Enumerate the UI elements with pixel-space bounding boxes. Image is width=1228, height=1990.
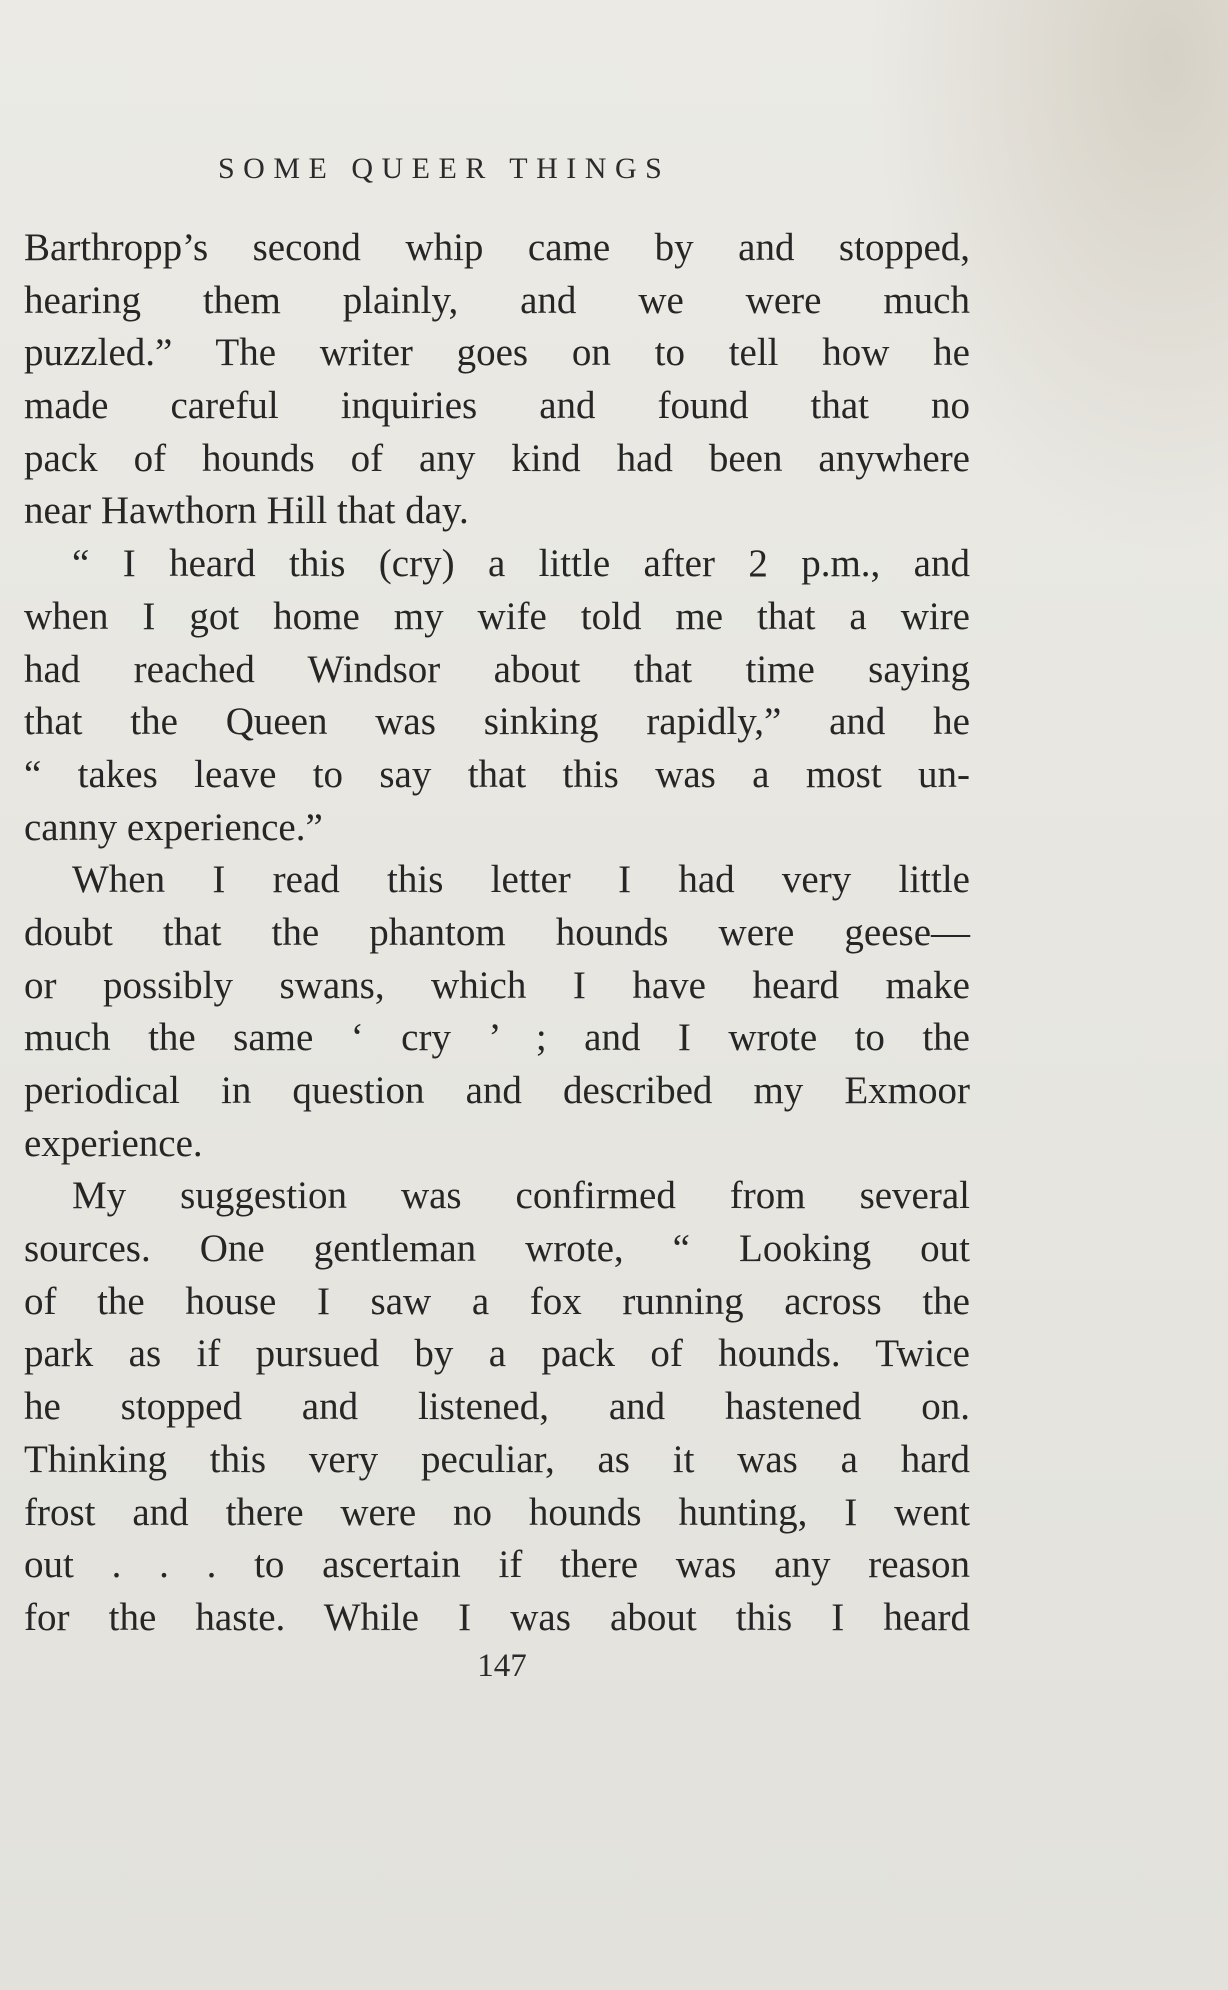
text-line: when I got home my wife told me that a wire <box>24 594 970 638</box>
text-line: or possibly swans, which I have heard make <box>24 963 970 1007</box>
text-line: he stopped and listened, and hastened on. <box>24 1385 970 1429</box>
text-line: experience. <box>24 1121 203 1165</box>
text-line: “ takes leave to say that this was a most un- <box>24 752 970 796</box>
page-number: 147 <box>477 1648 527 1684</box>
running-head: SOME QUEER THINGS <box>218 152 671 185</box>
text-line: of the house I saw a fox running across the <box>24 1279 970 1323</box>
body-text <box>24 222 970 1645</box>
text-line: Barthropp’s second whip came by and stopped, <box>24 226 970 269</box>
text-line: doubt that the phantom hounds were geese— <box>24 910 970 954</box>
text-line: “ I heard this (cry) a little after 2 p.m., and <box>72 542 970 586</box>
text-line: park as if pursued by a pack of hounds. Twice <box>24 1332 970 1376</box>
text-line: puzzled.” The writer goes on to tell how he <box>24 331 970 375</box>
text-line: frost and there were no hounds hunting, I went <box>24 1490 970 1534</box>
text-line: hearing them plainly, and we were much <box>24 278 970 322</box>
text-line: much the same ‘ cry ’ ; and I wrote to the <box>24 1016 970 1060</box>
text-line: canny experience.” <box>24 805 323 849</box>
text-line: out . . . to ascertain if there was any reason <box>24 1543 970 1587</box>
text-line: for the haste. While I was about this I heard <box>24 1595 970 1639</box>
text-line: pack of hounds of any kind had been anywhere <box>24 436 970 480</box>
text-line: sources. One gentleman wrote, “ Looking out <box>24 1227 970 1271</box>
text-line: When I read this letter I had very little <box>72 858 970 902</box>
text-line: near Hawthorn Hill that day. <box>24 489 469 533</box>
text-line: made careful inquiries and found that no <box>24 384 970 428</box>
text-line: that the Queen was sinking rapidly,” and he <box>24 700 970 744</box>
text-line: My suggestion was confirmed from several <box>72 1174 970 1218</box>
text-line: had reached Windsor about that time saying <box>24 647 970 691</box>
text-line: Thinking this very peculiar, as it was a hard <box>24 1437 970 1481</box>
text-line: periodical in question and described my Exmoor <box>24 1069 970 1112</box>
